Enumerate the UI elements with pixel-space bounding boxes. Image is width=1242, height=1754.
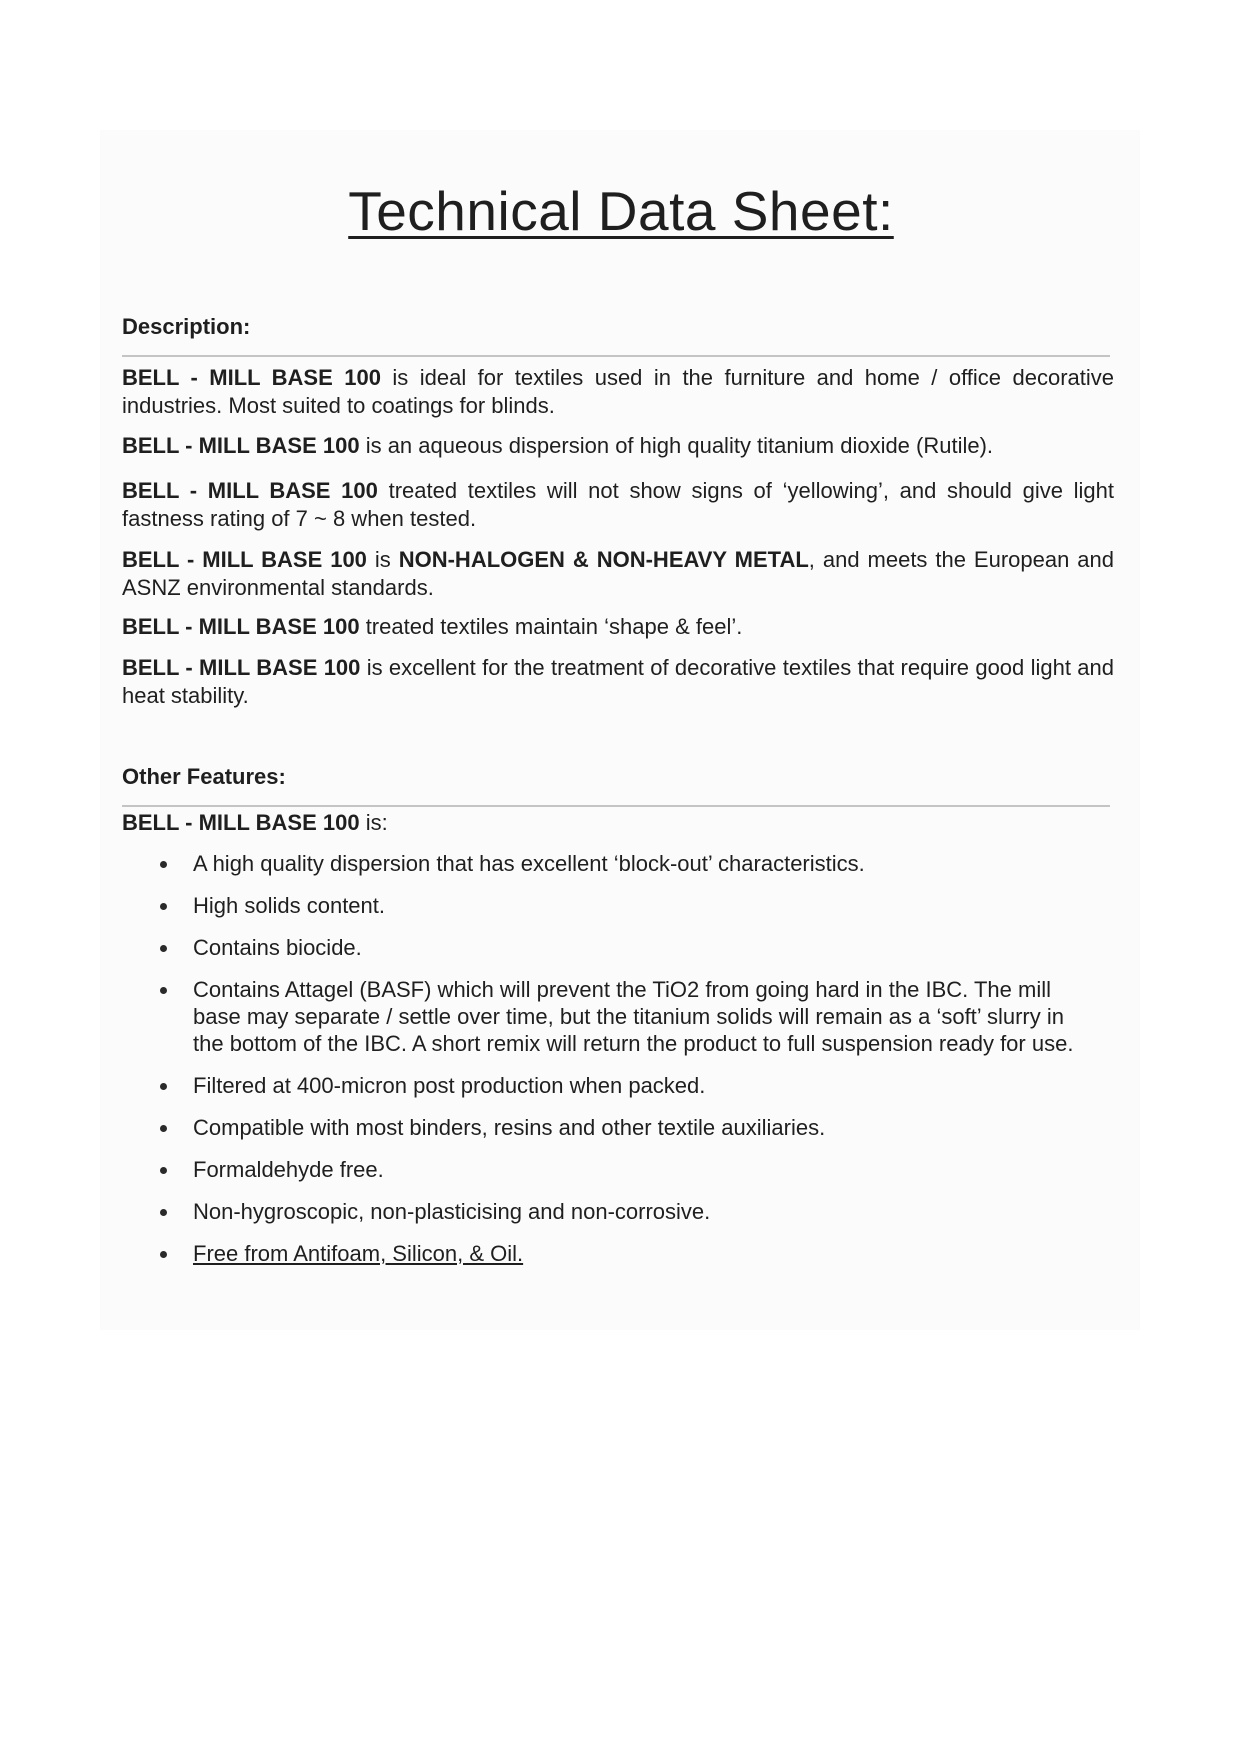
list-item-text: Free from Antifoam, Silicon, & Oil. bbox=[193, 1241, 524, 1266]
product-name: BELL - MILL BASE 100 bbox=[122, 655, 361, 680]
description-paragraph bbox=[122, 477, 1114, 533]
other-features-divider bbox=[122, 805, 1110, 807]
list-item bbox=[160, 1072, 1095, 1099]
list-item-text: Formaldehyde free. bbox=[193, 1157, 384, 1182]
list-item bbox=[160, 1240, 1095, 1267]
page-title bbox=[0, 180, 1242, 242]
product-name: BELL - MILL BASE 100 bbox=[122, 433, 360, 458]
features-list bbox=[160, 850, 1095, 1282]
paragraph-text: is excellent for the treatment of decorative textiles that require good light and heat stability. bbox=[122, 655, 1114, 708]
description-paragraph bbox=[122, 546, 1114, 602]
list-item bbox=[160, 892, 1095, 919]
compliance-emphasis: NON-HALOGEN & NON-HEAVY METAL bbox=[398, 547, 809, 572]
list-item-text: High solids content. bbox=[193, 893, 385, 918]
description-heading: Description: bbox=[122, 314, 251, 339]
bullet-icon bbox=[160, 987, 167, 994]
description-divider bbox=[122, 355, 1110, 357]
product-name: BELL - MILL BASE 100 bbox=[122, 478, 378, 503]
list-item-text: Non-hygroscopic, non-plasticising and non-corrosive. bbox=[193, 1199, 711, 1224]
paragraph-text: is an aqueous dispersion of high quality titanium dioxide (Rutile). bbox=[359, 433, 994, 458]
list-item-text: Filtered at 400-micron post production when packed. bbox=[193, 1073, 706, 1098]
other-features-heading: Other Features: bbox=[122, 764, 286, 789]
page-title-text: Technical Data Sheet: bbox=[348, 180, 894, 242]
paragraph-text: treated textiles will not show signs of ‘yellowing’, and should give light fastness rating of 7 ~ 8 when tested. bbox=[122, 478, 1114, 531]
description-paragraph bbox=[122, 654, 1114, 710]
list-item bbox=[160, 1156, 1095, 1183]
intro-text: is: bbox=[359, 810, 388, 835]
product-name: BELL - MILL BASE 100 bbox=[122, 614, 360, 639]
bullet-icon bbox=[160, 861, 167, 868]
list-item bbox=[160, 976, 1095, 1057]
paragraph-text: , and meets the European and ASNZ environmental standards. bbox=[122, 547, 1114, 600]
list-item bbox=[160, 1198, 1095, 1225]
list-item-text: Compatible with most binders, resins and other textile auxiliaries. bbox=[193, 1115, 826, 1140]
paragraph-text: is ideal for textiles used in the furniture and home / office decorative industries. Most suited to coatings for blinds. bbox=[122, 365, 1114, 418]
bullet-icon bbox=[160, 1125, 167, 1132]
list-item bbox=[160, 934, 1095, 961]
product-name: BELL - MILL BASE 100 bbox=[122, 365, 381, 390]
list-item bbox=[160, 850, 1095, 877]
features-intro bbox=[122, 810, 388, 836]
description-paragraph bbox=[122, 432, 1114, 460]
bullet-icon bbox=[160, 1167, 167, 1174]
bullet-icon bbox=[160, 1209, 167, 1216]
list-item-text: A high quality dispersion that has excellent ‘block-out’ characteristics. bbox=[193, 851, 865, 876]
paragraph-text: is bbox=[366, 547, 399, 572]
description-paragraph bbox=[122, 613, 1114, 641]
list-item-text: Contains biocide. bbox=[193, 935, 362, 960]
bullet-icon bbox=[160, 945, 167, 952]
paragraph-text: treated textiles maintain ‘shape & feel’. bbox=[359, 614, 743, 639]
product-name: BELL - MILL BASE 100 bbox=[122, 547, 367, 572]
list-item-text: Contains Attagel (BASF) which will prevent the TiO2 from going hard in the IBC. The mill base may separate / settle over time, but the titanium solids will remain as a ‘soft’ slurry in the bottom of the IBC. A short remix will return the product to full suspension ready for use. bbox=[193, 977, 1074, 1056]
bullet-icon bbox=[160, 1251, 167, 1258]
bullet-icon bbox=[160, 1083, 167, 1090]
product-name: BELL - MILL BASE 100 bbox=[122, 810, 360, 835]
bullet-icon bbox=[160, 903, 167, 910]
list-item bbox=[160, 1114, 1095, 1141]
description-paragraph bbox=[122, 364, 1114, 420]
